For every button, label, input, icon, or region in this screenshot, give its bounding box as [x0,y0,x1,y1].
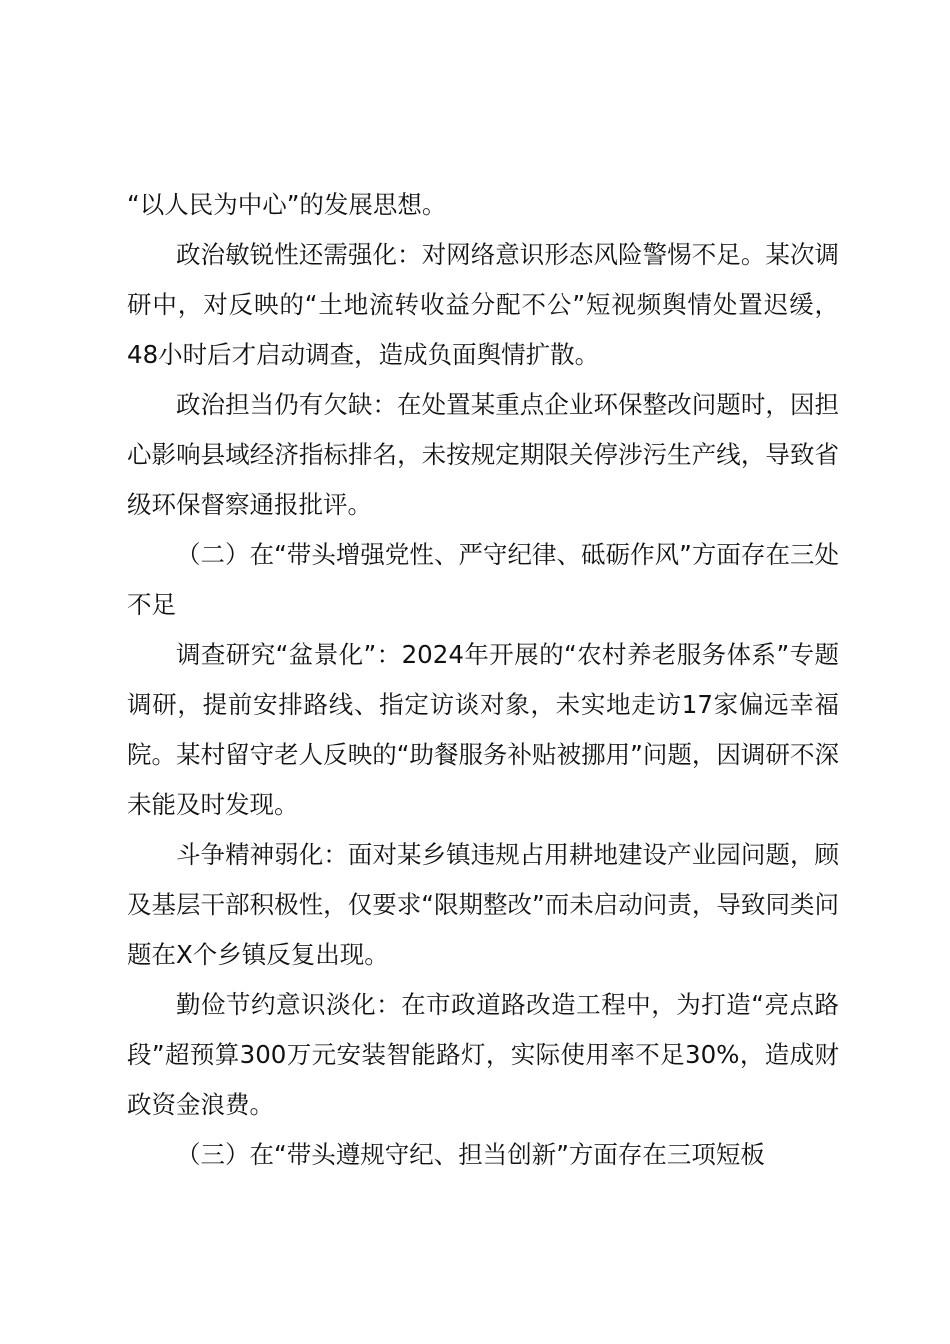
paragraph-political-responsibility: 政治担当仍有欠缺：在处置某重点企业环保整改问题时，因担心影响县域经济指标排名，未按规定期限关停涉污生产线，导致省级环保督察通报批评。 [127,390,839,519]
section-heading-3: （三）在“带头遵规守纪、担当创新”方面存在三项短板 [176,1140,765,1169]
paragraph-continuation: “以人民为中心”的发展思想。 [127,190,447,219]
paragraph-struggle-spirit: 斗争精神弱化：面对某乡镇违规占用耕地建设产业园问题，顾及基层干部积极性，仅要求“限期整改”而未启动问责，导致同类问题在X个乡镇反复出现。 [127,840,839,969]
paragraph-frugality: 勤俭节约意识淡化：在市政道路改造工程中，为打造“亮点路段”超预算300万元安装智能路灯，实际使用率不足30%，造成财政资金浪费。 [127,990,839,1119]
paragraph-political-sensitivity: 政治敏锐性还需强化：对网络意识形态风险警惕不足。某次调研中，对反映的“土地流转收益分配不公”短视频舆情处置迟缓，48小时后才启动调查，造成负面舆情扩散。 [127,240,839,369]
document-body [127,180,839,1180]
paragraph-research: 调查研究“盆景化”：2024年开展的“农村养老服务体系”专题调研，提前安排路线、指定访谈对象，未实地走访17家偏远幸福院。某村留守老人反映的“助餐服务补贴被挪用”问题，因调研不深未能及时发现。 [127,640,839,819]
section-heading-2: （二）在“带头增强党性、严守纪律、砥砺作风”方面存在三处不足 [127,540,839,619]
